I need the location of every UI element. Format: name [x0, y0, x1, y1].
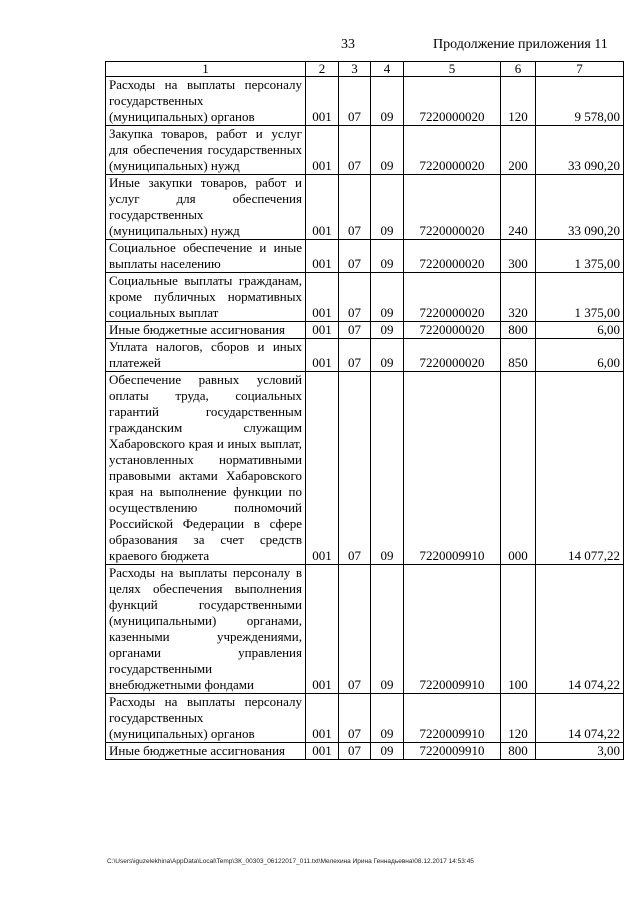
target-article-cell: 7220000020	[404, 322, 501, 339]
expense-type-cell: 200	[501, 126, 536, 175]
target-article-cell: 7220000020	[404, 77, 501, 126]
expense-type-cell: 320	[501, 273, 536, 322]
section-cell: 07	[339, 339, 371, 372]
target-article-cell: 7220000020	[404, 126, 501, 175]
table-row	[106, 322, 624, 339]
code-admin-cell: 001	[306, 694, 339, 743]
amount-cell: 9 578,00	[536, 77, 624, 126]
table-row	[106, 743, 624, 760]
row-name-cell: Иные бюджетные ассигнования	[106, 743, 306, 760]
col-header: 3	[339, 62, 371, 77]
col-header: 7	[536, 62, 624, 77]
code-admin-cell: 001	[306, 175, 339, 240]
amount-cell: 1 375,00	[536, 273, 624, 322]
table-row	[106, 77, 624, 126]
code-admin-cell: 001	[306, 322, 339, 339]
code-admin-cell: 001	[306, 126, 339, 175]
subsection-cell: 09	[371, 126, 404, 175]
section-cell: 07	[339, 565, 371, 694]
amount-cell: 3,00	[536, 743, 624, 760]
expense-type-cell: 800	[501, 322, 536, 339]
row-name-cell: Социальные выплаты гражданам, кроме публичных нормативных социальных выплат	[106, 273, 306, 322]
table-row	[106, 240, 624, 273]
table-row	[106, 273, 624, 322]
table-row	[106, 339, 624, 372]
expense-type-cell: 850	[501, 339, 536, 372]
section-cell: 07	[339, 77, 371, 126]
section-cell: 07	[339, 126, 371, 175]
code-admin-cell: 001	[306, 273, 339, 322]
header-row	[106, 62, 624, 77]
section-cell: 07	[339, 273, 371, 322]
table-row	[106, 175, 624, 240]
row-name-cell: Иные закупки товаров, работ и услуг для обеспечения государственных (муниципальных) нужд	[106, 175, 306, 240]
target-article-cell: 7220009910	[404, 743, 501, 760]
amount-cell: 14 074,22	[536, 694, 624, 743]
expense-type-cell: 100	[501, 565, 536, 694]
row-name-cell: Обеспечение равных условий оплаты труда, социальных гарантий государственным гражданским служащим Хабаровского края и иных выплат, установленных нормативными правовыми актами Хабаровского края на выполнение функции по осуществлению полномочий Российской Федерации в сфере образования за счет средств краевого бюджета	[106, 372, 306, 565]
subsection-cell: 09	[371, 743, 404, 760]
row-name-cell: Расходы на выплаты персоналу государственных (муниципальных) органов	[106, 694, 306, 743]
budget-table	[105, 61, 624, 760]
col-header: 6	[501, 62, 536, 77]
row-name-cell: Иные бюджетные ассигнования	[106, 322, 306, 339]
code-admin-cell: 001	[306, 743, 339, 760]
table-row	[106, 372, 624, 565]
section-cell: 07	[339, 322, 371, 339]
expense-type-cell: 240	[501, 175, 536, 240]
row-name-cell: Уплата налогов, сборов и иных платежей	[106, 339, 306, 372]
table-row	[106, 126, 624, 175]
amount-cell: 6,00	[536, 322, 624, 339]
amount-cell: 6,00	[536, 339, 624, 372]
amount-cell: 14 074,22	[536, 565, 624, 694]
continuation-label: Продолжение приложения 11	[433, 37, 608, 52]
col-header: 4	[371, 62, 404, 77]
code-admin-cell: 001	[306, 339, 339, 372]
subsection-cell: 09	[371, 372, 404, 565]
section-cell: 07	[339, 372, 371, 565]
col-header: 1	[106, 62, 306, 77]
amount-cell: 14 077,22	[536, 372, 624, 565]
section-cell: 07	[339, 694, 371, 743]
section-cell: 07	[339, 743, 371, 760]
code-admin-cell: 001	[306, 565, 339, 694]
target-article-cell: 7220000020	[404, 240, 501, 273]
subsection-cell: 09	[371, 339, 404, 372]
table-row	[106, 565, 624, 694]
file-path-footer: C:\Users\iguzelekhina\AppData\Local\Temp\ЗК_00303_06122017_011.txt\Мелехина Ирина Геннадьевна\08.12.2017 14:53:45	[107, 858, 474, 865]
row-name-cell: Расходы на выплаты персоналу государственных (муниципальных) органов	[106, 77, 306, 126]
subsection-cell: 09	[371, 322, 404, 339]
expense-type-cell: 800	[501, 743, 536, 760]
expense-type-cell: 300	[501, 240, 536, 273]
section-cell: 07	[339, 240, 371, 273]
target-article-cell: 7220009910	[404, 372, 501, 565]
subsection-cell: 09	[371, 273, 404, 322]
target-article-cell: 7220000020	[404, 273, 501, 322]
section-cell: 07	[339, 175, 371, 240]
row-name-cell: Социальное обеспечение и иные выплаты населению	[106, 240, 306, 273]
expense-type-cell: 000	[501, 372, 536, 565]
row-name-cell: Закупка товаров, работ и услуг для обеспечения государственных (муниципальных) нужд	[106, 126, 306, 175]
target-article-cell: 7220000020	[404, 339, 501, 372]
subsection-cell: 09	[371, 240, 404, 273]
amount-cell: 33 090,20	[536, 175, 624, 240]
subsection-cell: 09	[371, 694, 404, 743]
subsection-cell: 09	[371, 77, 404, 126]
code-admin-cell: 001	[306, 372, 339, 565]
col-header: 5	[404, 62, 501, 77]
subsection-cell: 09	[371, 175, 404, 240]
amount-cell: 1 375,00	[536, 240, 624, 273]
target-article-cell: 7220009910	[404, 694, 501, 743]
page-number: 33	[341, 37, 355, 52]
target-article-cell: 7220009910	[404, 565, 501, 694]
col-header: 2	[306, 62, 339, 77]
expense-type-cell: 120	[501, 77, 536, 126]
expense-type-cell: 120	[501, 694, 536, 743]
subsection-cell: 09	[371, 565, 404, 694]
code-admin-cell: 001	[306, 77, 339, 126]
target-article-cell: 7220000020	[404, 175, 501, 240]
amount-cell: 33 090,20	[536, 126, 624, 175]
code-admin-cell: 001	[306, 240, 339, 273]
table-row	[106, 694, 624, 743]
row-name-cell: Расходы на выплаты персоналу в целях обеспечения выполнения функций государственными (муниципальными) органами, казенными учреждениями, органами управления государственными внебюджетными фондами	[106, 565, 306, 694]
